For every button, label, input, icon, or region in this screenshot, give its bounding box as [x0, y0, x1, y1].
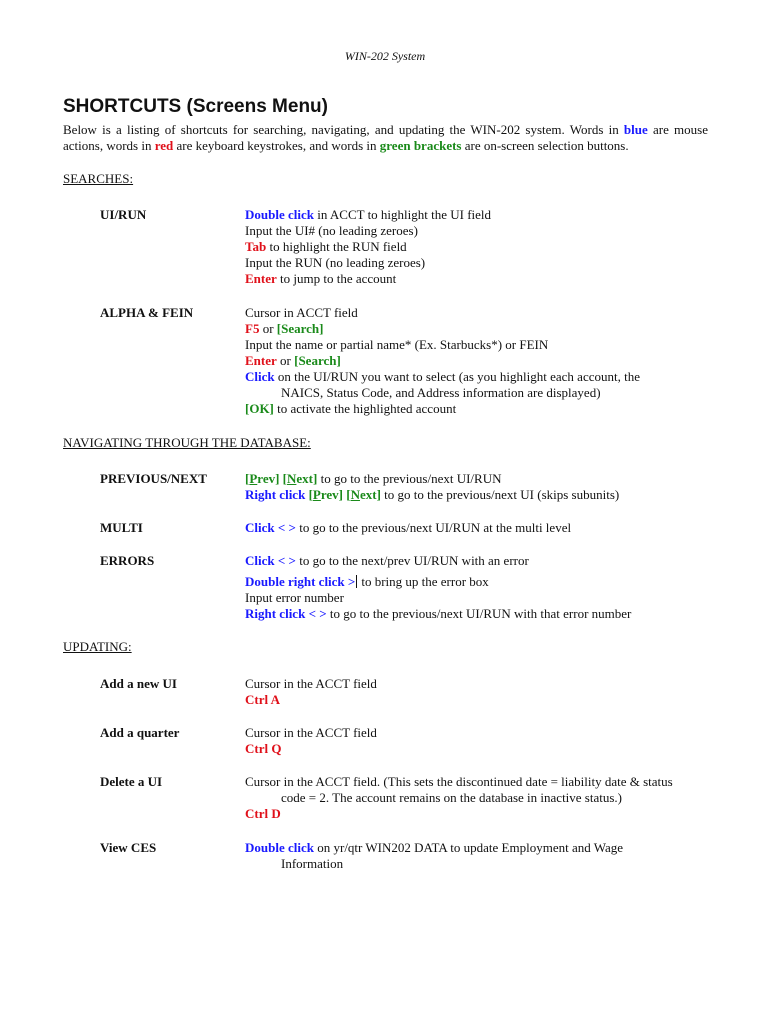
action-click: Click [245, 520, 275, 535]
button-ok: [OK] [245, 401, 274, 416]
add-ui-line: Cursor in the ACCT field [245, 676, 377, 691]
alpha-line [245, 353, 725, 369]
button-search: [Search] [294, 353, 341, 368]
text: in ACCT to highlight the UI field [313, 207, 492, 222]
action-right-click: Right click [245, 606, 306, 621]
intro-text-1: Below is a listing of shortcuts for searching, navigating, and updating the WIN-202 system. Words in [63, 122, 624, 137]
text: to go to the previous/next UI/RUN with that error number [326, 606, 632, 621]
alpha-line [245, 401, 725, 417]
errors-line [245, 553, 725, 569]
section-heading-searches: SEARCHES: [63, 171, 134, 186]
view-ces-line: Information [281, 856, 344, 871]
alpha-line [245, 321, 725, 337]
uirun-line [245, 239, 725, 255]
key-ctrl-a: Ctrl A [245, 692, 281, 707]
action-right-click: Right click [245, 487, 306, 502]
text: to jump to the account [276, 271, 397, 286]
intro-blue: blue [623, 122, 648, 137]
action-double-click: Double click [245, 840, 314, 855]
multi-steps [245, 520, 725, 536]
alpha-line: NAICS, Status Code, and Address information are displayed) [281, 385, 601, 400]
alpha-line: Input the name or partial name* (Ex. Starbucks*) or FEIN [245, 337, 549, 352]
uirun-label: UI/RUN [100, 207, 147, 222]
text: to go to the previous/next UI/RUN at the multi level [295, 520, 572, 535]
button-search: [Search] [276, 321, 324, 336]
last-arrow-icon: > [344, 574, 356, 589]
uirun-line [245, 207, 725, 223]
errors-line [245, 574, 725, 590]
uirun-line: Input the RUN (no leading zeroes) [245, 255, 426, 270]
arrows-icon: < > [274, 520, 296, 535]
text: on the UI/RUN you want to select (as you highlight each account, the [274, 369, 640, 384]
intro-text-3: are keyboard keystrokes, and words in [173, 138, 380, 153]
view-ces-steps [245, 840, 725, 872]
view-ces-label: View CES [100, 840, 157, 855]
errors-steps [245, 553, 725, 622]
intro-paragraph [63, 122, 708, 154]
intro-text-2: are mouse actions, words in [63, 122, 708, 153]
delete-ui-label: Delete a UI [100, 774, 163, 789]
action-click: Click [245, 553, 275, 568]
intro-red: red [154, 138, 174, 153]
bar-icon [356, 575, 357, 588]
action-double-click: Double click [245, 207, 314, 222]
intro-green: green brackets [379, 138, 462, 153]
page-header: WIN-202 System [344, 49, 426, 63]
uirun-line [245, 271, 725, 287]
errors-line: Input error number [245, 590, 344, 605]
text: or [259, 321, 277, 336]
key-f5: F5 [245, 321, 260, 336]
errors-line [245, 606, 725, 622]
delete-ui-line: Cursor in the ACCT field. (This sets the discontinued date = liability date & status [245, 774, 673, 789]
prevnext-steps [245, 471, 725, 503]
arrows-icon: < > [274, 553, 296, 568]
text: to bring up the error box [361, 574, 489, 589]
text: or [276, 353, 295, 368]
prevnext-line [245, 471, 725, 487]
alpha-fein-steps [245, 305, 725, 417]
action-double-right-click: Double right click [245, 574, 345, 589]
key-ctrl-d: Ctrl D [245, 806, 281, 821]
uirun-steps [245, 207, 725, 287]
text: to highlight the RUN field [266, 239, 407, 254]
button-prev-next: [Prev] [Next] [245, 471, 318, 486]
view-ces-line [245, 840, 725, 856]
errors-label: ERRORS [100, 553, 155, 568]
add-ui-label: Add a new UI [100, 676, 177, 691]
key-tab: Tab [245, 239, 267, 254]
add-ui-steps [245, 676, 725, 708]
arrows-icon: < > [305, 606, 327, 621]
add-quarter-label: Add a quarter [100, 725, 180, 740]
key-enter: Enter [245, 271, 277, 286]
action-click: Click [245, 369, 275, 384]
text: to go to the previous/next UI/RUN [317, 471, 502, 486]
prevnext-line [245, 487, 725, 503]
add-quarter-line: Cursor in the ACCT field [245, 725, 377, 740]
delete-ui-line: code = 2. The account remains on the database in inactive status.) [281, 790, 623, 805]
alpha-fein-label: ALPHA & FEIN [100, 305, 194, 320]
multi-line [245, 520, 725, 536]
section-heading-navigating: NAVIGATING THROUGH THE DATABASE: [63, 435, 311, 450]
page-title: SHORTCUTS (Screens Menu) [63, 96, 328, 117]
text: to go to the previous/next UI (skips subunits) [380, 487, 620, 502]
button-prev-next: [Prev] [Next] [308, 487, 381, 502]
key-enter: Enter [245, 353, 277, 368]
text: to go to the next/prev UI/RUN with an error [295, 553, 529, 568]
intro-text-4: are on-screen selection buttons. [461, 138, 629, 153]
add-quarter-steps [245, 725, 725, 757]
alpha-line [245, 369, 725, 385]
prevnext-label: PREVIOUS/NEXT [100, 471, 207, 486]
key-ctrl-q: Ctrl Q [245, 741, 282, 756]
multi-label: MULTI [100, 520, 143, 535]
text: on yr/qtr WIN202 DATA to update Employment and Wage [313, 840, 624, 855]
section-heading-updating: UPDATING: [63, 639, 132, 654]
delete-ui-steps [245, 774, 725, 822]
uirun-line: Input the UI# (no leading zeroes) [245, 223, 418, 238]
alpha-line: Cursor in ACCT field [245, 305, 358, 320]
text: to activate the highlighted account [273, 401, 457, 416]
